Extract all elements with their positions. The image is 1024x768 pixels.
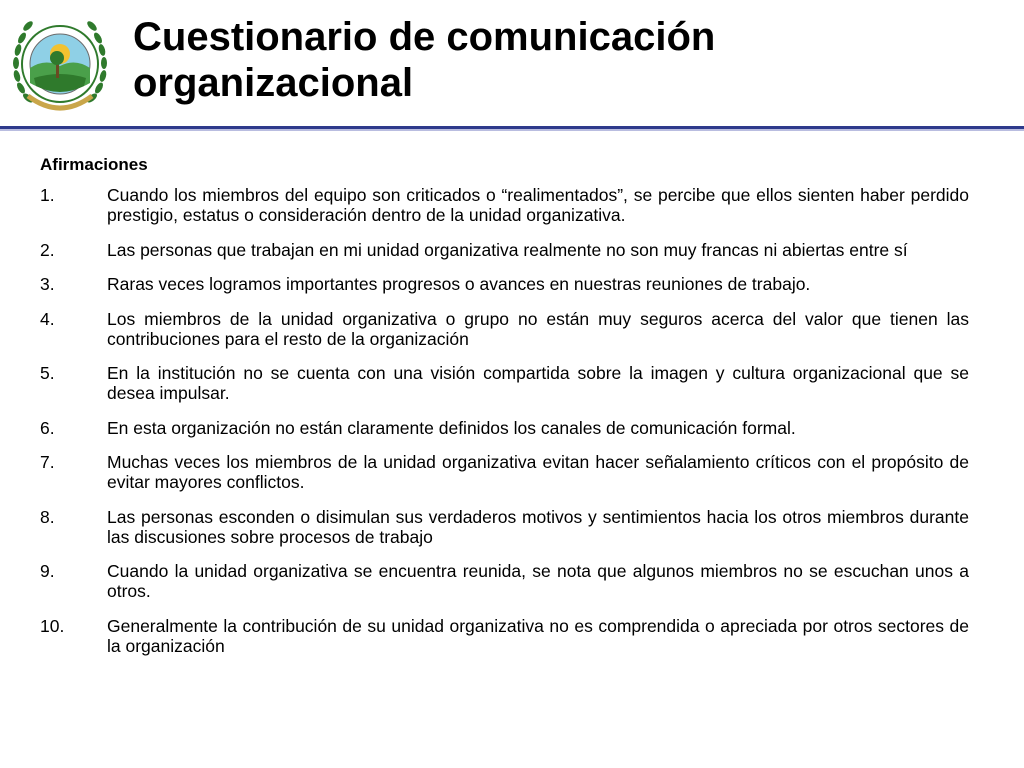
- list-item: [40, 185, 969, 225]
- item-number: 3.: [40, 274, 55, 294]
- list-item: [40, 418, 969, 438]
- item-text: En la institución no se cuenta con una visión compartida sobre la imagen y cultura organizacional que se desea impulsar.: [107, 363, 969, 403]
- page-title: [133, 14, 993, 106]
- section-heading: Afirmaciones: [40, 155, 148, 174]
- item-text: Las personas esconden o disimulan sus verdaderos motivos y sentimientos hacia los otros miembros durante las discusiones sobre procesos de trabajo: [107, 506, 969, 547]
- item-text: Los miembros de la unidad organizativa o grupo no están muy seguros acerca del valor que tienen las contribuciones para el resto de la organización: [107, 308, 969, 349]
- item-text: Las personas que trabajan en mi unidad organizativa realmente no son muy francas ni abiertas entre sí: [107, 239, 908, 260]
- item-number: 1.: [40, 185, 55, 205]
- list-item: [40, 561, 969, 601]
- item-text: Muchas veces los miembros de la unidad organizativa evitan hacer señalamiento críticos con el propósito de evitar mayores conflictos.: [107, 452, 969, 492]
- item-number: 7.: [40, 452, 55, 472]
- item-text: Cuando los miembros del equipo son criticados o “realimentados”, se percibe que ellos sienten haber perdido prestigio, estatus o consideración dentro de la unidad organizativa.: [107, 185, 969, 225]
- item-number: 6.: [40, 417, 55, 438]
- item-number: 4.: [40, 308, 55, 329]
- item-text: Cuando la unidad organizativa se encuentra reunida, se nota que algunos miembros no se escuchan unos a otros.: [107, 561, 969, 601]
- item-text: En esta organización no están claramente definidos los canales de comunicación formal.: [107, 417, 796, 438]
- header-divider-shadow: [0, 129, 1024, 131]
- list-item: [40, 452, 969, 492]
- statements-section: [40, 155, 969, 670]
- item-number: 9.: [40, 561, 55, 581]
- list-item: [40, 616, 969, 656]
- list-item: [40, 274, 969, 294]
- item-text: Raras veces logramos importantes progresos o avances en nuestras reuniones de trabajo.: [107, 274, 811, 294]
- list-item: [40, 363, 969, 403]
- item-number: 8.: [40, 506, 55, 527]
- university-seal-icon: [10, 8, 110, 124]
- item-number: 2.: [40, 239, 55, 260]
- list-item: [40, 240, 969, 260]
- title-line-1: Cuestionario de comunicación: [133, 15, 716, 59]
- list-item: [40, 309, 969, 349]
- item-text: Generalmente la contribución de su unidad organizativa no es comprendida o apreciada por otros sectores de la organización: [107, 615, 969, 656]
- list-item: [40, 507, 969, 547]
- title-line-2: organizacional: [133, 61, 414, 105]
- item-number: 5.: [40, 363, 55, 383]
- item-number: 10.: [40, 615, 65, 636]
